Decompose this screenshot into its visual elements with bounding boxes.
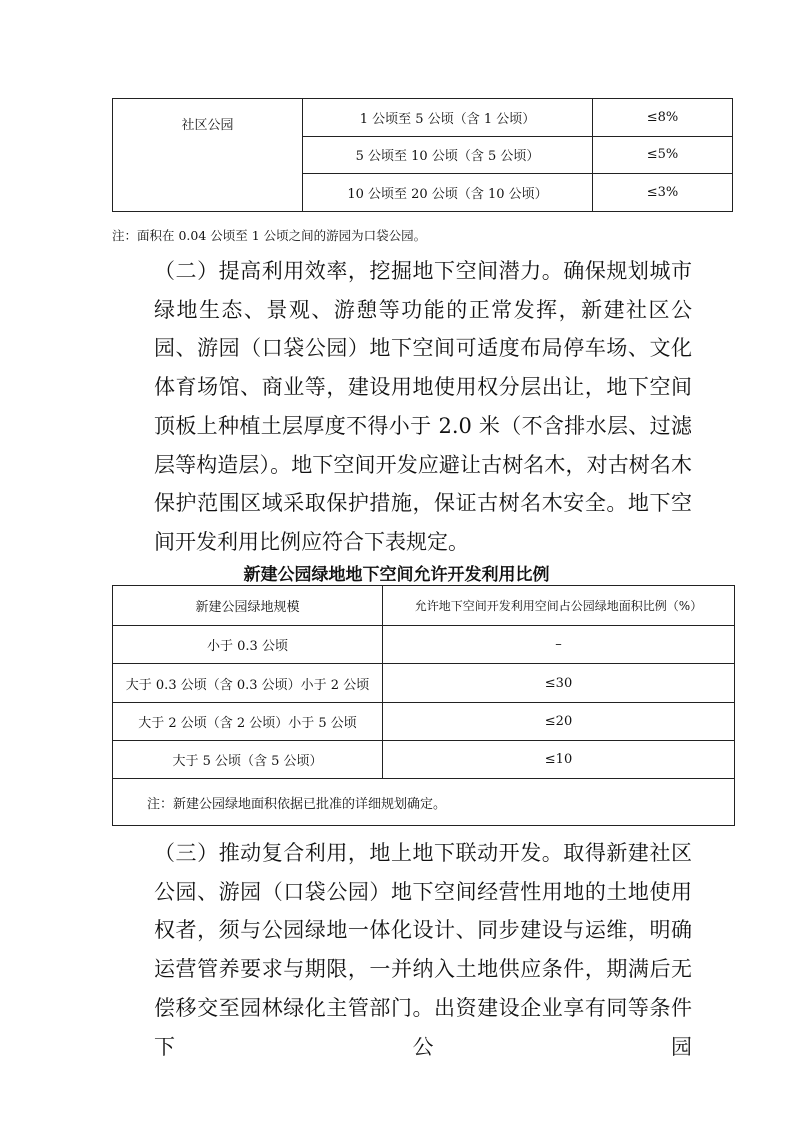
underground-ratio-table	[112, 585, 735, 826]
scale-cell: 大于 5 公顷（含 5 公顷）	[113, 741, 383, 779]
ratio-cell: ≤8%	[593, 99, 733, 137]
header-ratio: 允许地下空间开发利用空间占公园绿地面积比例（%）	[383, 586, 735, 626]
community-park-ratio-table	[112, 98, 733, 212]
section-3-heading: （三）推动复合利用，地上地下联动开发。	[154, 841, 564, 865]
scale-cell: 大于 2 公顷（含 2 公顷）小于 5 公顷	[113, 703, 383, 741]
section-2-body: 确保规划城市绿地生态、景观、游憩等功能的正常发挥，新建社区公园、游园（口袋公园）地下空间可适度布局停车场、文化体育场馆、商业等，建设用地使用权分层出让，地下空间顶板上种植土层厚度不得小于 2.0 米（不含排水层、过滤层等构造层）。地下空间开发应避让古树名木，对古树名木保护范围区域采取保护措施，保证古树名木安全。地下空间开发利用比例应符合下表规定。	[154, 259, 693, 554]
size-cell: 5 公顷至 10 公顷（含 5 公顷）	[303, 136, 593, 174]
ratio-cell: ≤5%	[593, 136, 733, 174]
size-cell: 10 公顷至 20 公顷（含 10 公顷）	[303, 174, 593, 212]
category-cell: 社区公园	[113, 99, 303, 212]
header-scale: 新建公园绿地规模	[113, 586, 383, 626]
table2-title: 新建公园绿地地下空间允许开发利用比例	[243, 565, 550, 585]
section-3-body: 取得新建社区公园、游园（口袋公园）地下空间经营性用地的土地使用权者，须与公园绿地一体化设计、同步建设与运维，明确运营管养要求与期限，一并纳入土地供应条件，期满后无偿移交至园林绿化主管部门。出资建设企业享有同等条件下公园	[154, 841, 693, 1059]
size-cell: 1 公顷至 5 公顷（含 1 公顷）	[303, 99, 593, 137]
ratio-cell: ≤10	[383, 741, 735, 779]
ratio-cell: ≤30	[383, 664, 735, 703]
table2-note: 注：新建公园绿地面积依据已批准的详细规划确定。	[113, 779, 735, 826]
table1-note: 注：面积在 0.04 公顷至 1 公顷之间的游园为口袋公园。	[112, 228, 427, 243]
section-2-paragraph	[112, 252, 692, 562]
ratio-cell: –	[383, 626, 735, 664]
ratio-cell: ≤3%	[593, 174, 733, 212]
section-2-heading: （二）提高利用效率，挖掘地下空间潜力。	[154, 259, 564, 283]
scale-cell: 小于 0.3 公顷	[113, 626, 383, 664]
scale-cell: 大于 0.3 公顷（含 0.3 公顷）小于 2 公顷	[113, 664, 383, 703]
section-3-paragraph	[112, 834, 692, 1066]
ratio-cell: ≤20	[383, 703, 735, 741]
